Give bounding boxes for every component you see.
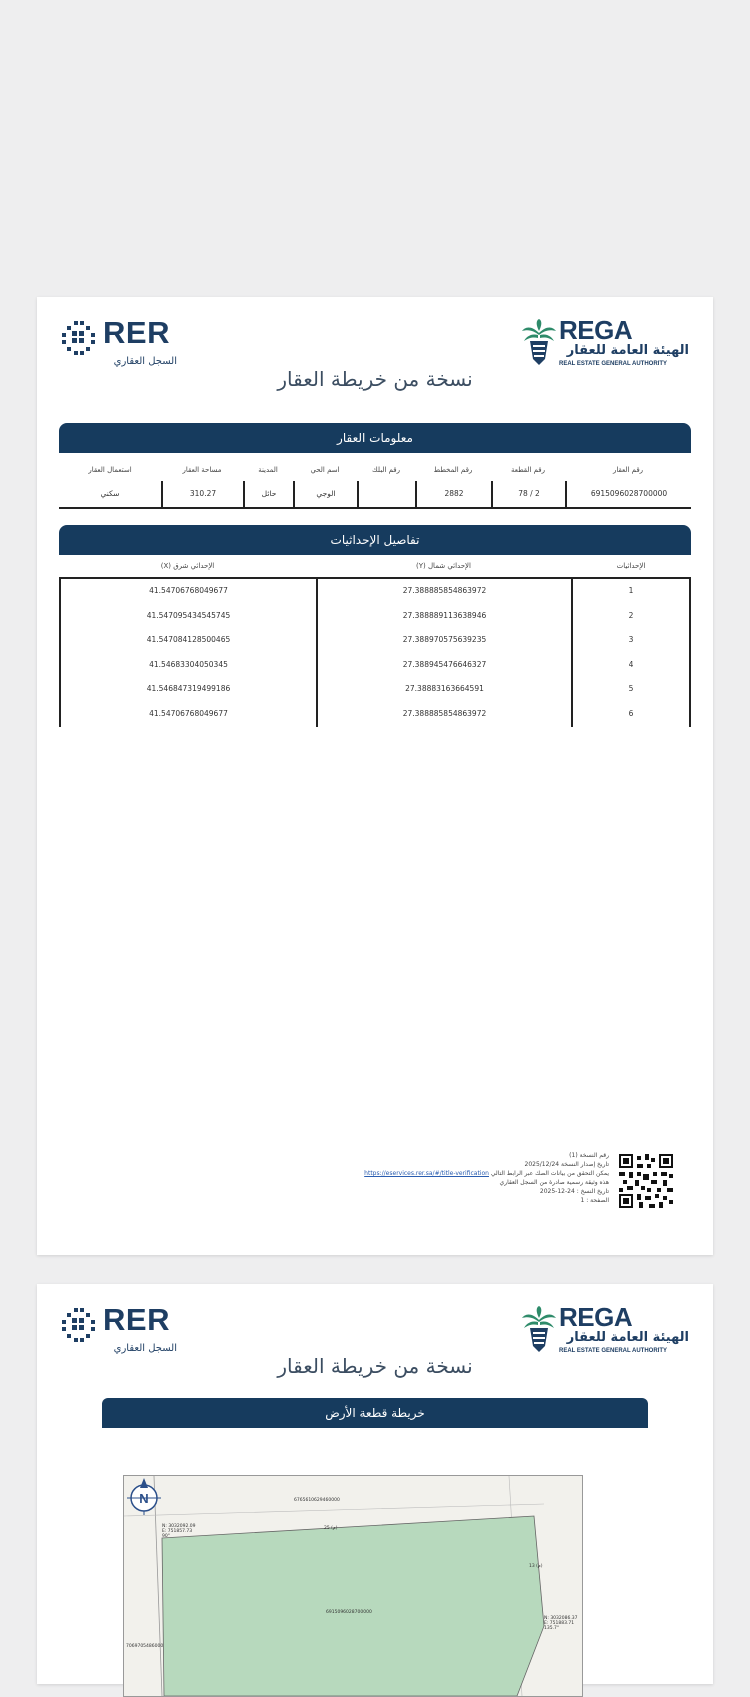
property-area: 310.27 — [161, 481, 243, 507]
point-number: 4 — [571, 653, 691, 678]
document-title: نسخة من خريطة العقار — [277, 367, 473, 391]
east-value: 41.54706768049677 — [59, 579, 316, 604]
header-district: اسم الحي — [310, 466, 340, 474]
north-value: 27.38883163664591 — [316, 677, 571, 702]
header-north: الإحداثي شمال (Y) — [416, 562, 471, 570]
point-number: 6 — [571, 702, 691, 727]
header-usage: استعمال العقار — [88, 466, 132, 474]
parcel-label: 6915096028700000 — [326, 1610, 372, 1615]
parcel-polygon — [162, 1516, 544, 1696]
rega-arabic-name: الهيئة العامة للعقار — [566, 343, 689, 358]
table-row — [59, 702, 691, 727]
verify-text: يمكن التحقق من بيانات الصك عبر الرابط التالي — [490, 1170, 609, 1177]
header-block-number: رقم البلك — [371, 466, 401, 474]
point-number: 5 — [571, 677, 691, 702]
point-number: 3 — [571, 628, 691, 653]
header-plan-number: رقم المخطط — [433, 466, 473, 474]
rer-arabic-name: السجل العقاري — [113, 356, 177, 367]
east-value: 41.547084128500465 — [59, 628, 316, 653]
document-page-1 — [37, 297, 713, 1255]
east-value: 41.54706768049677 — [59, 702, 316, 727]
qr-code-icon[interactable] — [619, 1154, 673, 1208]
property-number: 6915096028700000 — [565, 481, 691, 507]
issue-date: تاريخ إصدار النسخة 2025/12/24 — [524, 1161, 609, 1168]
rer-emblem-icon — [59, 1306, 97, 1344]
document-footer — [279, 1151, 609, 1205]
header-area: مساحة العقار — [182, 466, 222, 474]
north-value: 27.388889113638946 — [316, 604, 571, 629]
point-number: 2 — [571, 604, 691, 629]
rega-palm-icon — [521, 319, 557, 367]
property-info-header: معلومات العقار — [59, 423, 691, 453]
print-date: تاريخ النسخ : 24-12-2025 — [539, 1188, 609, 1195]
coordinates-table — [59, 579, 691, 727]
verification-link[interactable]: https://eservices.rer.sa/#/title-verification — [364, 1170, 489, 1177]
rega-logo — [521, 315, 691, 373]
north-neighbor-label: 6765610629460000 — [294, 1498, 340, 1503]
rer-arabic-name: السجل العقاري — [113, 1343, 177, 1354]
north-value: 27.388970575639235 — [316, 628, 571, 653]
plan-number: 2882 — [415, 481, 491, 507]
copy-number: رقم النسخة (1) — [569, 1152, 609, 1159]
header-property-number: رقم العقار — [612, 466, 644, 474]
document-page-2 — [37, 1284, 713, 1684]
table-row — [59, 579, 691, 604]
east-edge-label: 13 (م) — [529, 1564, 543, 1569]
table-row — [59, 653, 691, 678]
rer-emblem-icon — [59, 319, 97, 357]
property-usage: سكني — [100, 489, 120, 498]
point-number: 1 — [571, 579, 691, 604]
parcel-map[interactable] — [123, 1475, 583, 1697]
district-name: الوجي — [293, 481, 357, 507]
city-name: حائل — [243, 481, 293, 507]
table-row — [59, 604, 691, 629]
rega-english-name: REAL ESTATE GENERAL AUTHORITY — [559, 361, 668, 367]
rer-logo — [59, 315, 189, 369]
header-plot-number: رقم القطعة — [510, 466, 546, 474]
se-corner-label: N: 3032086.37 E: 751883.71 135.7° — [544, 1616, 578, 1631]
parcel-map-header: خريطة قطعة الأرض — [102, 1398, 648, 1428]
property-info-header-row — [59, 460, 691, 480]
east-value: 41.54683304050345 — [59, 653, 316, 678]
rer-logo — [59, 1302, 189, 1356]
header-east: الإحداثي شرق (X) — [160, 562, 215, 570]
rer-wordmark: RER — [103, 1302, 170, 1337]
page-number: الصفحة : 1 — [580, 1197, 609, 1204]
plot-number: 2 / 78 — [491, 481, 565, 507]
property-info-row — [59, 481, 691, 509]
rega-wordmark: REGA — [559, 315, 633, 345]
table-row — [59, 677, 691, 702]
header-point: الإحداثيات — [616, 562, 646, 570]
rega-arabic-name: الهيئة العامة للعقار — [566, 1330, 689, 1345]
compass-n-label: N — [139, 1491, 149, 1506]
west-neighbor-label: 7069705486000 — [126, 1644, 164, 1649]
east-value: 41.547095434545745 — [59, 604, 316, 629]
document-title: نسخة من خريطة العقار — [277, 1354, 473, 1378]
north-value: 27.388945476646327 — [316, 653, 571, 678]
rega-english-name: REAL ESTATE GENERAL AUTHORITY — [559, 1348, 668, 1354]
north-edge-label: 25 (م) — [324, 1526, 338, 1531]
nw-corner-label: N: 3032092.09 E: 751857.73 90° — [162, 1524, 196, 1539]
official-note: هذه وثيقة رسمية صادرة من السجل العقاري — [499, 1179, 609, 1186]
block-number — [357, 481, 415, 507]
rega-palm-icon — [521, 1306, 557, 1354]
rega-wordmark: REGA — [559, 1302, 633, 1332]
table-row — [59, 628, 691, 653]
east-value: 41.546847319499186 — [59, 677, 316, 702]
north-value: 27.388885854863972 — [316, 702, 571, 727]
header-city: المدينة — [258, 466, 278, 474]
rer-wordmark: RER — [103, 315, 170, 350]
parcel-map-drawing — [124, 1476, 582, 1696]
coordinates-header: تفاصيل الإحداثيات — [59, 525, 691, 555]
coordinates-header-row — [59, 555, 691, 579]
rega-logo — [521, 1302, 691, 1360]
compass-icon — [124, 1476, 164, 1516]
verify-line — [279, 1169, 609, 1178]
north-value: 27.388885854863972 — [316, 579, 571, 604]
